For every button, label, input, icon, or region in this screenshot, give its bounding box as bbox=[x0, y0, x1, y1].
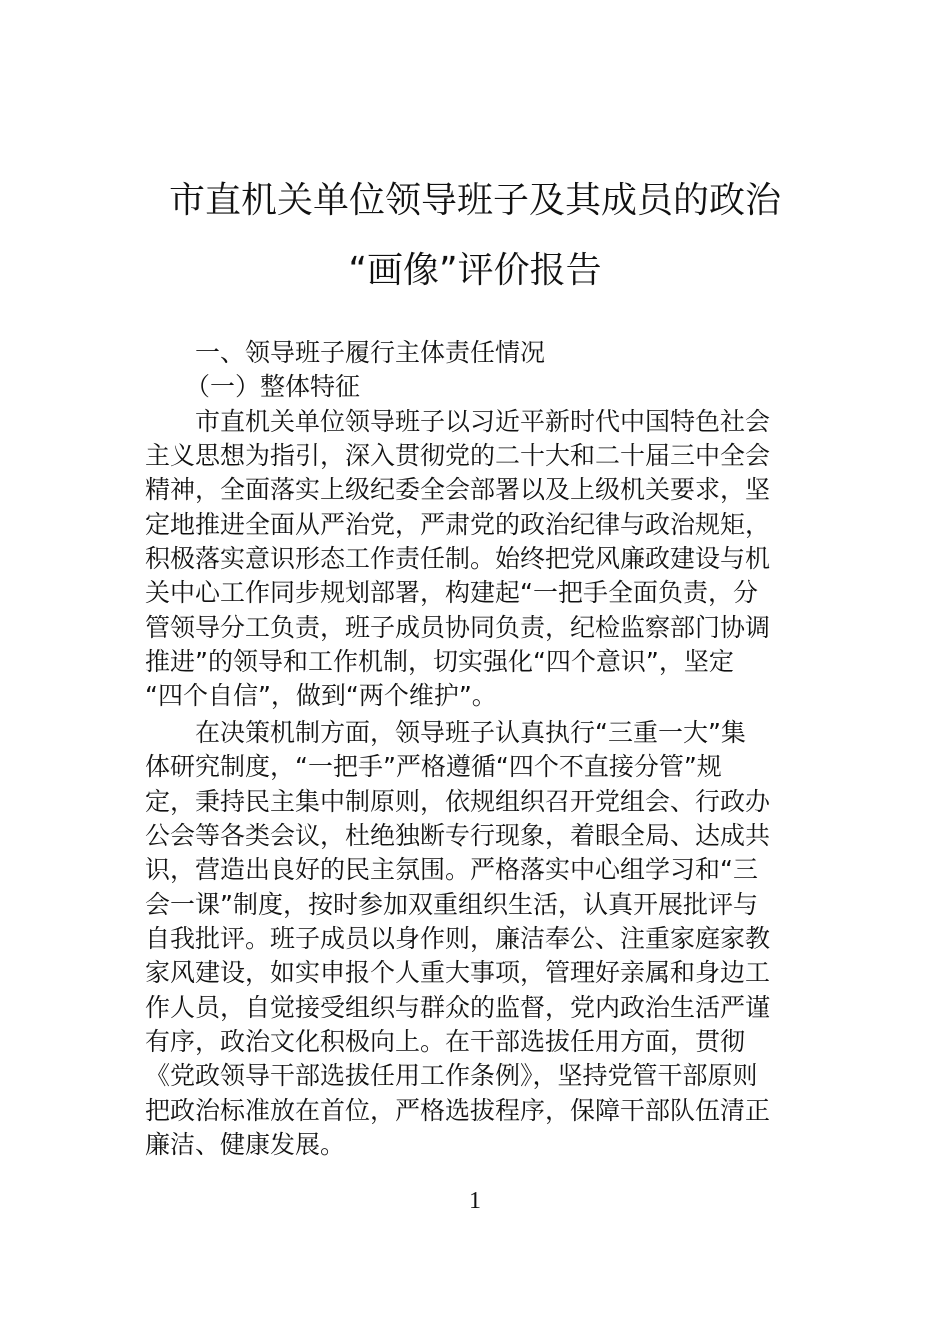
paragraph-line: 把政治标准放在首位，严格选拔程序，保障干部队伍清正 bbox=[145, 1096, 771, 1125]
document-title-line-2: “画像”评价报告 bbox=[348, 250, 602, 291]
paragraph-line: 有序，政治文化积极向上。在干部选拔任用方面，贯彻 bbox=[145, 1027, 746, 1056]
paragraph-line: 识，营造出良好的民主氛围。严格落实中心组学习和“三 bbox=[145, 855, 758, 884]
paragraph-line: 市直机关单位领导班子以习近平新时代中国特色社会 bbox=[195, 407, 771, 436]
subsection-heading: （一）整体特征 bbox=[185, 372, 361, 401]
paragraph-line: 推进”的领导和工作机制，切实强化“四个意识”，坚定 bbox=[145, 647, 734, 676]
page-number: 1 bbox=[469, 1188, 481, 1214]
paragraph-line: 在决策机制方面，领导班子认真执行“三重一大”集 bbox=[195, 718, 746, 747]
paragraph-line: 管领导分工负责，班子成员协同负责，纪检监察部门协调 bbox=[145, 613, 771, 642]
paragraph-line: 精神，全面落实上级纪委全会部署以及上级机关要求，坚 bbox=[145, 475, 771, 504]
paragraph-line: 家风建设，如实申报个人重大事项，管理好亲属和身边工 bbox=[145, 958, 771, 987]
paragraph-line: 体研究制度，“一把手”严格遵循“四个不直接分管”规 bbox=[145, 752, 722, 781]
paragraph-line: 自我批评。班子成员以身作则，廉洁奉公、注重家庭家教 bbox=[145, 924, 771, 953]
section-heading: 一、领导班子履行主体责任情况 bbox=[195, 338, 546, 367]
paragraph-line: “四个自信”，做到“两个维护”。 bbox=[145, 681, 497, 710]
paragraph-line: 主义思想为指引，深入贯彻党的二十大和二十届三中全会 bbox=[145, 441, 771, 470]
paragraph-line: 公会等各类会议，杜绝独断专行现象，着眼全局、达成共 bbox=[145, 821, 771, 850]
paragraph-line: 廉洁、健康发展。 bbox=[145, 1130, 346, 1159]
paragraph-line: 会一课”制度，按时参加双重组织生活，认真开展批评与 bbox=[145, 890, 758, 919]
document-title-line-1: 市直机关单位领导班子及其成员的政治 bbox=[168, 180, 781, 221]
paragraph-line: 积极落实意识形态工作责任制。始终把党风廉政建设与机 bbox=[145, 544, 771, 573]
paragraph-line: 定地推进全面从严治党，严肃党的政治纪律与政治规矩， bbox=[145, 510, 771, 539]
paragraph-line: 定，秉持民主集中制原则，依规组织召开党组会、行政办 bbox=[145, 787, 771, 816]
paragraph-line: 《党政领导干部选拔任用工作条例》，坚持党管干部原则 bbox=[145, 1061, 758, 1090]
paragraph-line: 关中心工作同步规划部署，构建起“一把手全面负责，分 bbox=[145, 578, 758, 607]
paragraph-line: 作人员，自觉接受组织与群众的监督，党内政治生活严谨 bbox=[145, 993, 771, 1022]
